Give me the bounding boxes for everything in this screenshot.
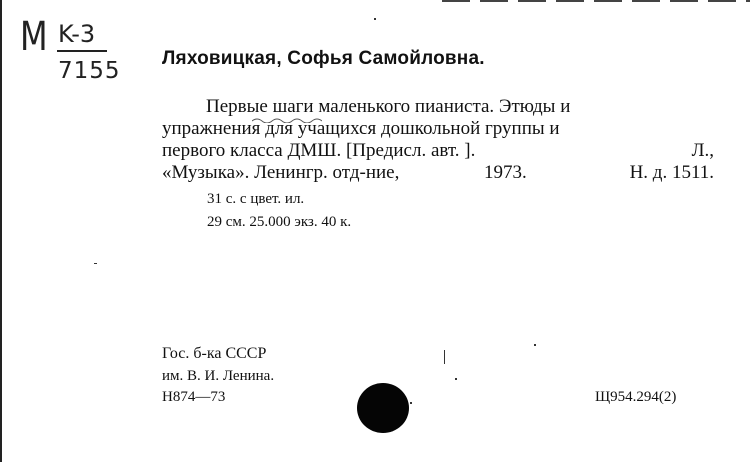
handwritten-shelf-mark: K-3: [58, 20, 96, 48]
shelf-mark-underline: [57, 50, 107, 52]
library-name: Гос. б-ка СССР: [162, 345, 267, 362]
physical-description-1: 31 с. с цвет. ил.: [207, 191, 305, 207]
title-line-3: первого класса ДМШ. [Предисл. авт. ]. Л.,: [162, 140, 714, 161]
author-heading: Ляховицкая, Софья Самойловна.: [162, 48, 485, 69]
punch-hole: [357, 383, 409, 433]
speck: [410, 402, 412, 404]
speck: [374, 18, 376, 20]
catalog-code: Щ954.294(2): [595, 389, 677, 405]
physical-description-2: 29 см. 25.000 экз. 40 к.: [207, 214, 352, 230]
title-block: [162, 96, 714, 184]
handwritten-letter: M: [20, 14, 48, 60]
top-edge-line: [442, 0, 750, 2]
order-number: Н874—73: [162, 389, 226, 405]
title-line-4: «Музыка». Ленингр. отд-ние, 1973. Н. д. 1511.: [162, 162, 714, 183]
library-name-2: им. В. И. Ленина.: [162, 368, 275, 384]
title-line-1: Первые шаги маленького пианиста. Этюды и: [206, 96, 571, 117]
speck: [455, 378, 457, 380]
speck: [94, 263, 97, 264]
title-line-2: упражнения для учащихся дошкольной группы и: [162, 118, 560, 139]
speck: [534, 344, 536, 346]
handwritten-number: 7155: [58, 58, 121, 84]
speck: [444, 350, 445, 364]
